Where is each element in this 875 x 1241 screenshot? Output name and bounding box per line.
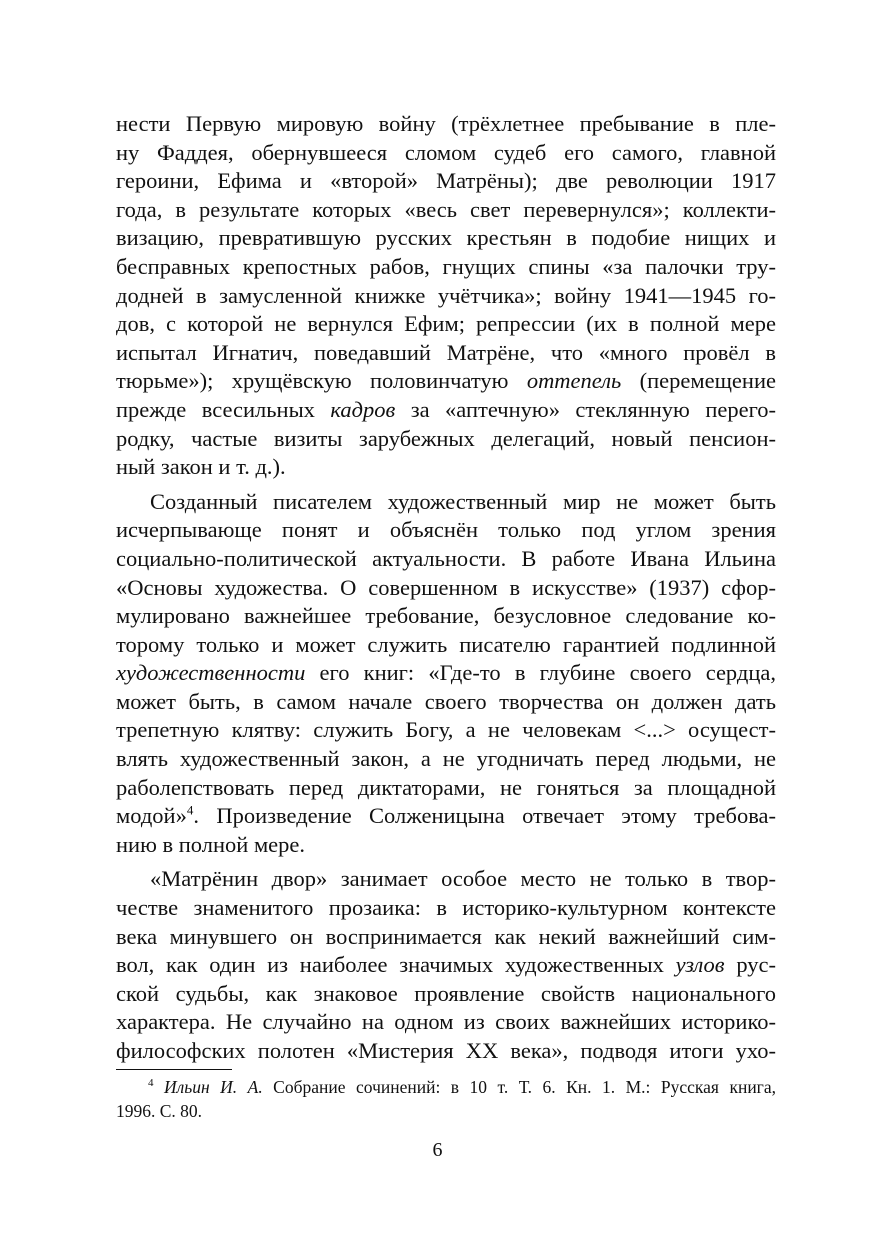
paragraph-2: [116, 488, 776, 860]
emphasis-kadrov: кадров: [330, 396, 396, 422]
text-line: влять художественный закон, а не угодничать перед людьми, не: [116, 746, 776, 772]
footnote-divider: [116, 1069, 232, 1070]
text-line: века минувшего он воспринимается как некий важнейший сим-: [116, 923, 776, 949]
text-line: трепетную клятву: служить Богу, а не человекам <...> осущест-: [116, 717, 776, 743]
text-line: торому только и может служить писателю гарантией подлинной: [116, 631, 776, 657]
text-line: нести Первую мировую войну (трёхлетнее пребывание в пле-: [116, 111, 776, 136]
text-line: [116, 802, 776, 831]
text-line: ской судьбы, как знаковое проявление свойств национального: [116, 980, 776, 1006]
text-line: может быть, в самом начале своего творчества он должен дать: [116, 688, 776, 714]
footnote-line: [116, 1075, 776, 1099]
text-line: бесправных крепостных рабов, гнущих спины «за палочки тру-: [116, 253, 776, 279]
text-line: родку, частые визиты зарубежных делегаций, новый пенсион-: [116, 425, 776, 451]
footnote-line: 1996. С. 80.: [116, 1101, 203, 1121]
text-run: (перемещение: [621, 368, 776, 394]
text-line: [116, 396, 776, 425]
footnote: [116, 1075, 776, 1123]
text-line: [116, 367, 776, 396]
text-line: [116, 659, 776, 688]
paragraph-1: [116, 110, 776, 482]
footnote-reference[interactable]: 4: [186, 802, 194, 818]
text-line: нию в полной мере.: [116, 831, 306, 857]
text-run: тюрьме»); хрущёвскую половинчатую: [116, 368, 527, 394]
text-line: характера. Не случайно на одном из своих важнейших историко-: [116, 1009, 776, 1035]
text-run: вол, как один из наиболее значимых художественных: [116, 952, 676, 978]
footnote-number: 4: [148, 1077, 154, 1090]
text-line: социально-политической актуальности. В работе Ивана Ильина: [116, 545, 776, 571]
text-line: ный закон и т. д.).: [116, 454, 286, 480]
text-line: дов, с которой не вернулся Ефим; репрессии (их в полной мере: [116, 311, 776, 337]
footnote-author: Ильин И. А.: [163, 1077, 263, 1097]
text-line: испытал Игнатич, поведавший Матрёне, что «много провёл в: [116, 339, 776, 365]
text-line: Созданный писателем художественный мир не может быть: [150, 488, 776, 514]
text-line: года, в результате которых «весь свет перевернулся»; коллекти-: [116, 196, 776, 222]
text-line: честве знаменитого прозаика: в историко-культурном контексте: [116, 895, 776, 921]
text-line: [116, 951, 776, 980]
paragraph-3: [116, 865, 776, 1065]
text-line: визацию, превратившую русских крестьян в подобие нищих и: [116, 225, 776, 251]
text-run: его книг: «Где-то в глубине своего сердца,: [305, 660, 776, 686]
text-run: . Произведение Солженицына отвечает этому требова-: [193, 803, 776, 829]
text-line: ну Фаддея, обернувшееся сломом судеб его самого, главной: [116, 139, 776, 165]
page-number: 6: [432, 1139, 443, 1161]
text-run: прежде всесильных: [116, 396, 331, 422]
text-line: героини, Ефима и «второй» Матрёны); две революции 1917: [116, 168, 776, 194]
text-line: раболепствовать перед диктаторами, не гоняться за площадной: [116, 774, 776, 800]
text-line: мулировано важнейшее требование, безусловное следование ко-: [116, 603, 776, 629]
footnote-text: Собрание сочинений: в 10 т. Т. 6. Кн. 1. М.: Русская книга,: [262, 1077, 777, 1097]
body-text: [116, 110, 776, 1066]
text-line: философских полотен «Мистерия ХХ века», подводя итоги ухо-: [116, 1038, 776, 1063]
text-run: модой»: [116, 803, 187, 829]
emphasis-ottepel: оттепель: [526, 368, 622, 394]
text-line: «Основы художества. О совершенном в искусстве» (1937) сфор-: [116, 574, 776, 600]
emphasis-uzlov: узлов: [675, 952, 725, 978]
text-line: додней в замусленной книжке учётчика»; войну 1941—1945 го-: [116, 282, 776, 308]
text-line: исчерпывающе понят и объяснён только под углом зрения: [116, 517, 776, 543]
text-line: «Матрёнин двор» занимает особое место не только в твор-: [150, 866, 776, 892]
text-run: за «аптечную» стеклянную перего-: [395, 396, 776, 422]
emphasis-khudozhestvennosti: художественности: [116, 660, 306, 686]
text-run: рус-: [724, 952, 776, 978]
